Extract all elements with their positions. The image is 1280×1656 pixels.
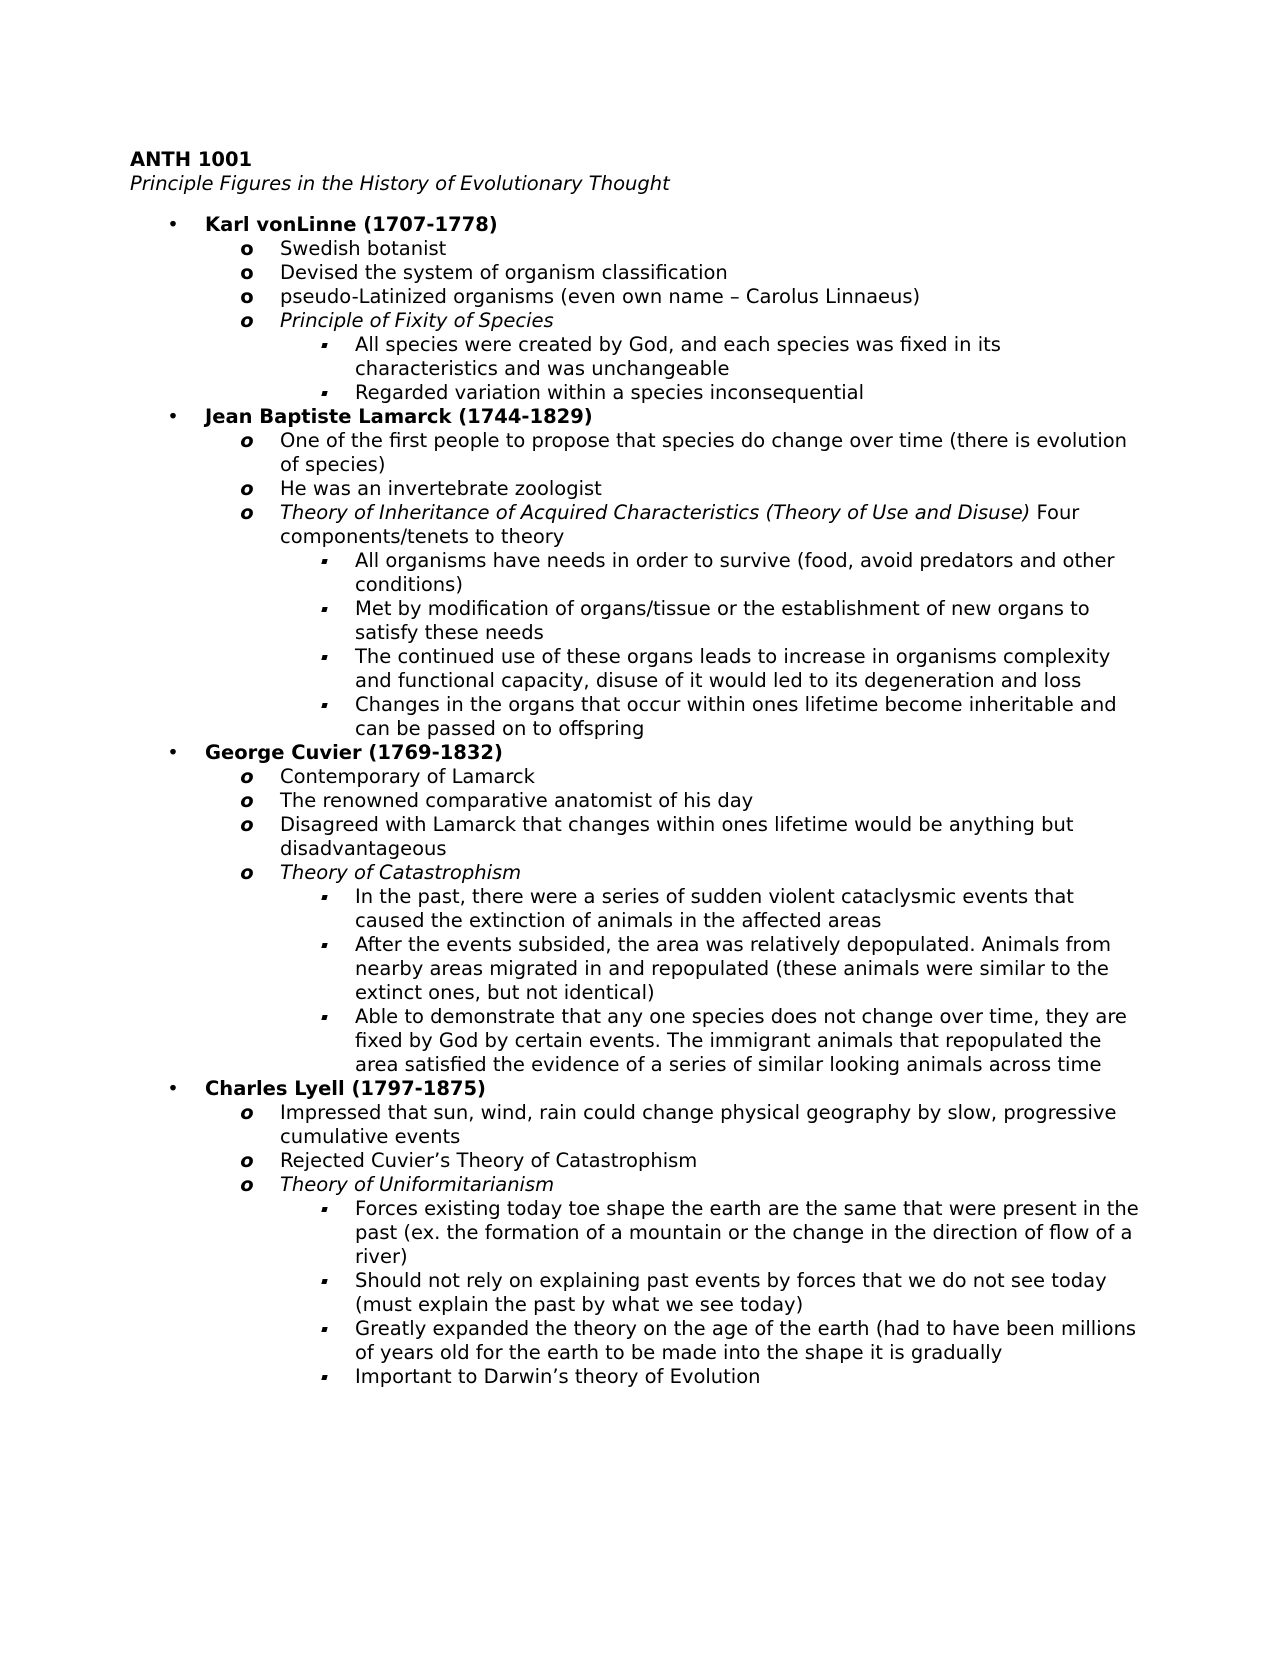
point-text: Impressed that sun, wind, rain could change physical geography by slow, progressive cumulative events	[280, 1101, 1117, 1148]
bullet-icon: •	[167, 405, 179, 428]
theory-details	[280, 333, 1140, 405]
detail-item	[280, 885, 1140, 933]
detail-item	[280, 645, 1140, 693]
figure-name: Karl vonLinne (1707-1778)	[205, 213, 498, 236]
point-text: pseudo-Latinized organisms (even own name – Carolus Linnaeus)	[280, 285, 921, 308]
detail-text: Greatly expanded the theory on the age of the earth (had to have been millions of years old for the earth to be made into the shape it is gradually	[355, 1317, 1137, 1364]
square-bullet-icon	[321, 607, 327, 612]
square-bullet-icon	[321, 943, 327, 948]
point-text: Rejected Cuvier’s Theory of Catastrophism	[280, 1149, 698, 1172]
detail-item	[280, 549, 1140, 597]
point-item	[205, 861, 1140, 1077]
theory-name: Theory of Uniformitarianism	[280, 1173, 555, 1196]
square-bullet-icon	[321, 1327, 327, 1332]
point-text: Disagreed with Lamarck that changes within ones lifetime would be anything but disadvantageous	[280, 813, 1074, 860]
detail-text: After the events subsided, the area was relatively depopulated. Animals from nearby areas migrated in and repopulated (these animals were similar to the extinct ones, but not identical)	[355, 933, 1112, 1004]
point-item	[205, 285, 1140, 309]
detail-item	[280, 1269, 1140, 1317]
detail-text: All organisms have needs in order to survive (food, avoid predators and other conditions)	[355, 549, 1115, 596]
detail-text: Should not rely on explaining past events by forces that we do not see today (must explain the past by what we see today)	[355, 1269, 1107, 1316]
circle-bullet-icon: o	[240, 765, 254, 788]
bullet-icon: •	[167, 1077, 179, 1100]
theory-name: Principle of Fixity of Species	[280, 309, 554, 332]
point-item	[205, 501, 1140, 741]
figure-points	[205, 429, 1140, 741]
detail-item	[280, 933, 1140, 1005]
square-bullet-icon	[321, 1207, 327, 1212]
circle-bullet-icon: o	[240, 789, 254, 812]
circle-bullet-icon: o	[240, 1101, 254, 1124]
figure-item	[130, 1077, 1140, 1389]
point-item	[205, 789, 1140, 813]
detail-item	[280, 1005, 1140, 1077]
circle-bullet-icon: o	[240, 813, 254, 836]
detail-text: Changes in the organs that occur within ones lifetime become inheritable and can be passed on to offspring	[355, 693, 1117, 740]
point-text: Swedish botanist	[280, 237, 447, 260]
detail-item	[280, 381, 1140, 405]
point-text: Contemporary of Lamarck	[280, 765, 535, 788]
theory-details	[280, 1197, 1140, 1389]
square-bullet-icon	[321, 703, 327, 708]
detail-text: All species were created by God, and each species was fixed in its characteristics and was unchangeable	[355, 333, 1001, 380]
circle-bullet-icon: o	[240, 1173, 254, 1196]
theory-name: Theory of Catastrophism	[280, 861, 522, 884]
detail-text: Forces existing today toe shape the earth are the same that were present in the past (ex. the formation of a mountain or the change in the direction of flow of a river)	[355, 1197, 1139, 1268]
square-bullet-icon	[321, 895, 327, 900]
circle-bullet-icon: o	[240, 261, 254, 284]
detail-text: Able to demonstrate that any one species does not change over time, they are fixed by God by certain events. The immigrant animals that repopulated the area satisfied the evidence of a series of similar looking animals across time	[355, 1005, 1127, 1076]
figure-item	[130, 405, 1140, 741]
theory-name: Theory of Inheritance of Acquired Characteristics (Theory of Use and Disuse)	[280, 501, 1031, 524]
figure-item	[130, 741, 1140, 1077]
detail-item	[280, 1197, 1140, 1269]
circle-bullet-icon: o	[240, 309, 254, 332]
point-item	[205, 261, 1140, 285]
square-bullet-icon	[321, 559, 327, 564]
detail-text: Regarded variation within a species inconsequential	[355, 381, 865, 404]
detail-item	[280, 1317, 1140, 1365]
point-text: One of the first people to propose that species do change over time (there is evolution of species)	[280, 429, 1128, 476]
theory-details	[280, 549, 1140, 741]
theory-details	[280, 885, 1140, 1077]
circle-bullet-icon: o	[240, 861, 254, 884]
point-item	[205, 1101, 1140, 1149]
detail-text: In the past, there were a series of sudden violent cataclysmic events that caused the extinction of animals in the affected areas	[355, 885, 1074, 932]
detail-item	[280, 1365, 1140, 1389]
course-title: ANTH 1001	[130, 148, 253, 171]
circle-bullet-icon: o	[240, 237, 254, 260]
circle-bullet-icon: o	[240, 1149, 254, 1172]
point-text: He was an invertebrate zoologist	[280, 477, 602, 500]
square-bullet-icon	[321, 1279, 327, 1284]
detail-item	[280, 693, 1140, 741]
figure-points	[205, 237, 1140, 405]
figure-name: Charles Lyell (1797-1875)	[205, 1077, 486, 1100]
bullet-icon: •	[167, 741, 179, 764]
figure-item	[130, 213, 1140, 405]
detail-text: Important to Darwin’s theory of Evolution	[355, 1365, 761, 1388]
circle-bullet-icon: o	[240, 477, 254, 500]
bullet-icon: •	[167, 213, 179, 236]
square-bullet-icon	[321, 655, 327, 660]
point-item	[205, 429, 1140, 477]
detail-item	[280, 333, 1140, 381]
figure-points	[205, 1101, 1140, 1389]
detail-text: The continued use of these organs leads to increase in organisms complexity and functional capacity, disuse of it would led to its degeneration and loss	[355, 645, 1111, 692]
point-item	[205, 1173, 1140, 1389]
figure-name: Jean Baptiste Lamarck (1744-1829)	[205, 405, 593, 428]
point-item	[205, 1149, 1140, 1173]
detail-item	[280, 597, 1140, 645]
figure-name: George Cuvier (1769-1832)	[205, 741, 503, 764]
square-bullet-icon	[321, 391, 327, 396]
square-bullet-icon	[321, 1375, 327, 1380]
point-item	[205, 237, 1140, 261]
figure-points	[205, 765, 1140, 1077]
document-page	[130, 148, 1140, 1389]
point-item	[205, 477, 1140, 501]
square-bullet-icon	[321, 343, 327, 348]
point-item	[205, 309, 1140, 405]
circle-bullet-icon: o	[240, 501, 254, 524]
document-subtitle: Principle Figures in the History of Evolutionary Thought	[130, 172, 670, 195]
theory-note: Four components/tenets to theory	[280, 501, 1080, 548]
circle-bullet-icon: o	[240, 285, 254, 308]
detail-text: Met by modification of organs/tissue or the establishment of new organs to satisfy these needs	[355, 597, 1090, 644]
figures-list	[130, 213, 1140, 1389]
point-text: The renowned comparative anatomist of his day	[280, 789, 754, 812]
circle-bullet-icon: o	[240, 429, 254, 452]
point-item	[205, 765, 1140, 789]
point-item	[205, 813, 1140, 861]
point-text: Devised the system of organism classification	[280, 261, 728, 284]
square-bullet-icon	[321, 1015, 327, 1020]
